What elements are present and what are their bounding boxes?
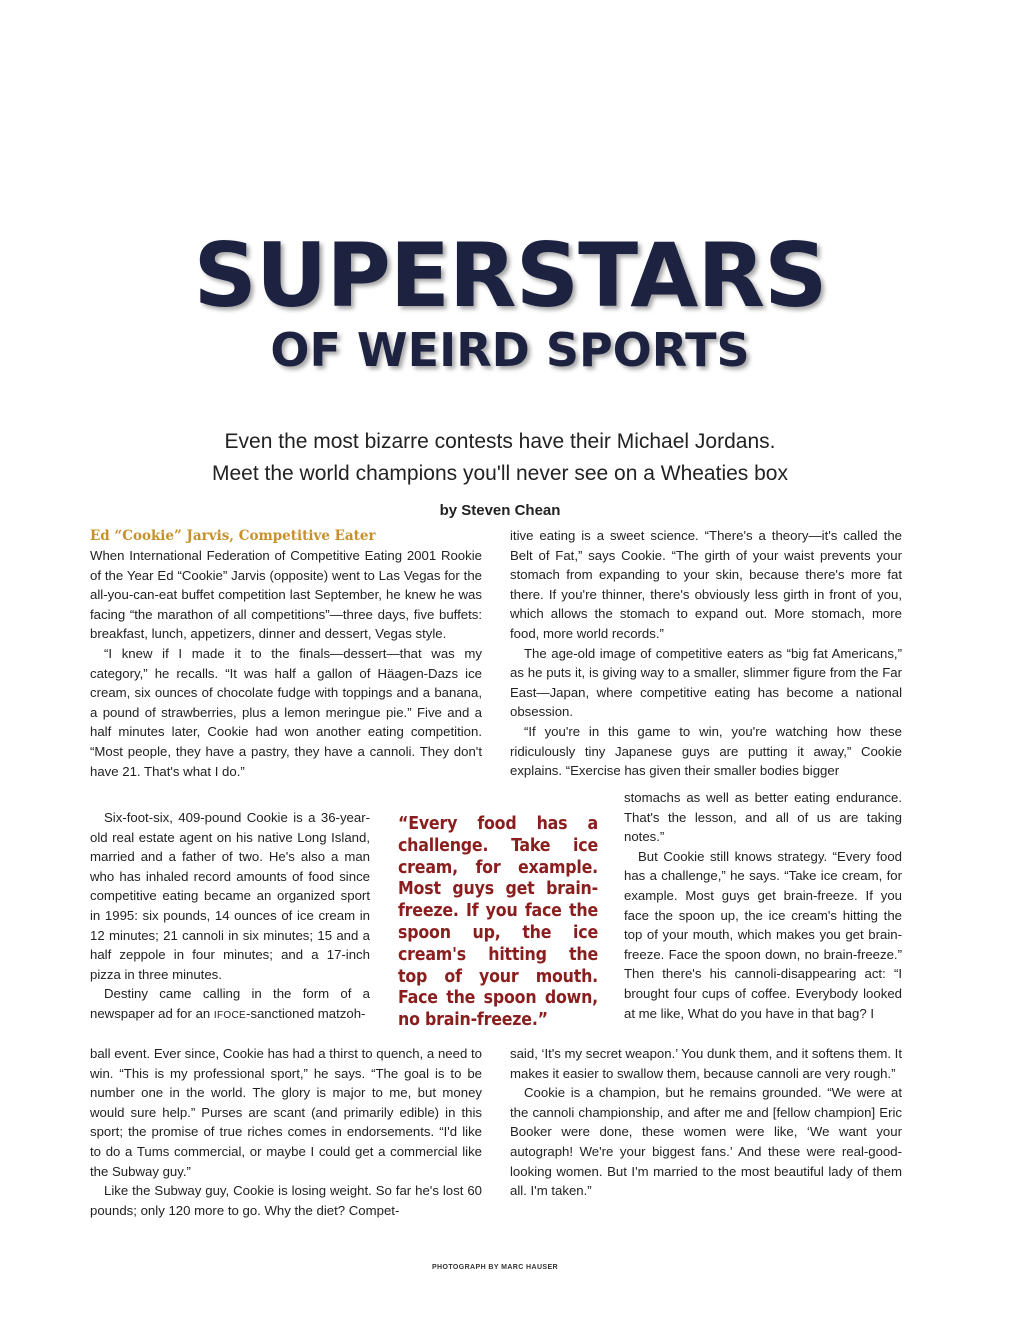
article-column-left-top [90,526,482,781]
byline: by Steven Chean [439,502,561,519]
text-span: Destiny came calling in the form of a newspaper ad for an [90,986,370,1021]
article-column-right-top [510,526,902,781]
article-column-right-bottom [510,1044,902,1201]
article-paragraph: Cookie is a champion, but he remains grounded. “We were at the cannoli championship, and after me and [fellow champion] Eric Booker were done, these women were like, ‘We want your autograph! We're your biggest fans.’ And these were real-good-looking women. But I'm married to the most beautiful lady of them all. I'm taken.” [510,1085,902,1199]
article-paragraph: itive eating is a sweet science. “There's a theory—it's called the Belt of Fat,” says Cookie. “The girth of your waist prevents your stomach from expanding to your skin, because there's more fat there. If you're thinner, there's obviously less girth in front of you, which allows the stomach to expand out. More stomach, more food, more world records.” [510,528,902,641]
article-paragraph: But Cookie still knows strategy. “Every food has a challenge,” he says. “Take ice cream, for example. Most guys get brain-freeze. If you face the spoon up, the ice cream's hitting the top of your mouth, which makes you get brain-freeze. Face the spoon down, no brain-freeze.” Then there's his cannoli-disappearing act: “I brought four cups of coffee. Everybody looked at me like, What do you have in that bag? I [624,848,902,1021]
headline-main: SUPERSTARS [193,224,827,327]
article-paragraph: When International Federation of Competitive Eating 2001 Rookie of the Year Ed “Cookie” Jarvis (opposite) went to Las Vegas for the all-you-can-eat buffet competition last September, he knew he was facing “the marathon of all competitions”—three days, five buffets: breakfast, lunch, appetizers, dinner and dessert, Vegas style. [90,548,482,642]
pull-quote: “Every food has a challenge. Take ice cream, for example. Most guys get brain-freeze. If you face the spoon up, the ice cream's hitting the top of your mouth. Face the spoon down, no brain-freeze.” [398,814,598,1031]
text-span: -sanctioned matzoh- [245,1005,366,1021]
acronym: IFOCE [213,1009,246,1021]
article-column-left-bottom [90,1044,482,1220]
article-paragraph: The age-old image of competitive eaters as “big fat Americans,” as he puts it, is giving way to a smaller, slimmer figure from the Far East—Japan, where competitive eating has become a national obsession. [510,645,902,720]
deck-line-1: Even the most bizarre contests have their Michael Jordans. [224,430,776,453]
article-column-right-mid [624,788,902,1023]
article-column-left-mid [90,808,370,1026]
article-paragraph [90,984,370,1025]
photo-credit: PHOTOGRAPH BY MARC HAUSER [431,1264,559,1271]
article-paragraph: Six-foot-six, 409-pound Cookie is a 36-year-old real estate agent on his native Long Island, married and a father of two. He's also a man who has inhaled record amounts of food since competitive eating became an organized sport in 1995: six pounds, 14 ounces of ice cream in 12 minutes; 21 cannoli in six minutes; 15 and a half zeppole in four minutes; and a 17-inch pizza in three minutes. [90,810,370,982]
article-paragraph: Like the Subway guy, Cookie is losing weight. So far he's lost 60 pounds; only 120 more to go. Why the diet? Compet- [90,1183,482,1218]
deck-line-2: Meet the world champions you'll never see on a Wheaties box [212,462,788,485]
section-subhead: Ed “Cookie” Jarvis, Competitive Eater [90,528,376,544]
article-paragraph: “I knew if I made it to the finals—dessert—that was my category,” he recalls. “It was half a gallon of Häagen-Dazs ice cream, six ounces of chocolate fudge with toppings and a banana, a pound of strawberries, plus a lemon meringue pie.” Five and a half minutes later, Cookie had won another eating competition. “Most people, they have a pastry, they have a cannoli. They don't have 21. That's what I do.” [90,645,482,779]
article-paragraph: said, ‘It's my secret weapon.’ You dunk them, and it softens them. It makes it easier to swallow them, because cannoli are very rough.” [510,1046,902,1081]
article-paragraph: stomachs as well as better eating endurance. That's the lesson, and all of us are taking notes.” [624,790,902,845]
headline-sub: OF WEIRD SPORTS [270,323,750,377]
article-paragraph: ball event. Ever since, Cookie has had a thirst to quench, a need to win. “This is my professional sport,” he says. “The goal is to be number one in the world. The glory is major to me, but money would sure help.” Purses are scant (and primarily edible) in this sport; the promise of true riches comes in endorsements. “I'd like to do a Tums commercial, or maybe I could get a commercial like the Subway guy.” [90,1046,482,1179]
article-paragraph: “If you're in this game to win, you're watching how these ridiculously tiny Japanese guys are putting it away,” Cookie explains. “Exercise has given their smaller bodies bigger [510,723,902,779]
